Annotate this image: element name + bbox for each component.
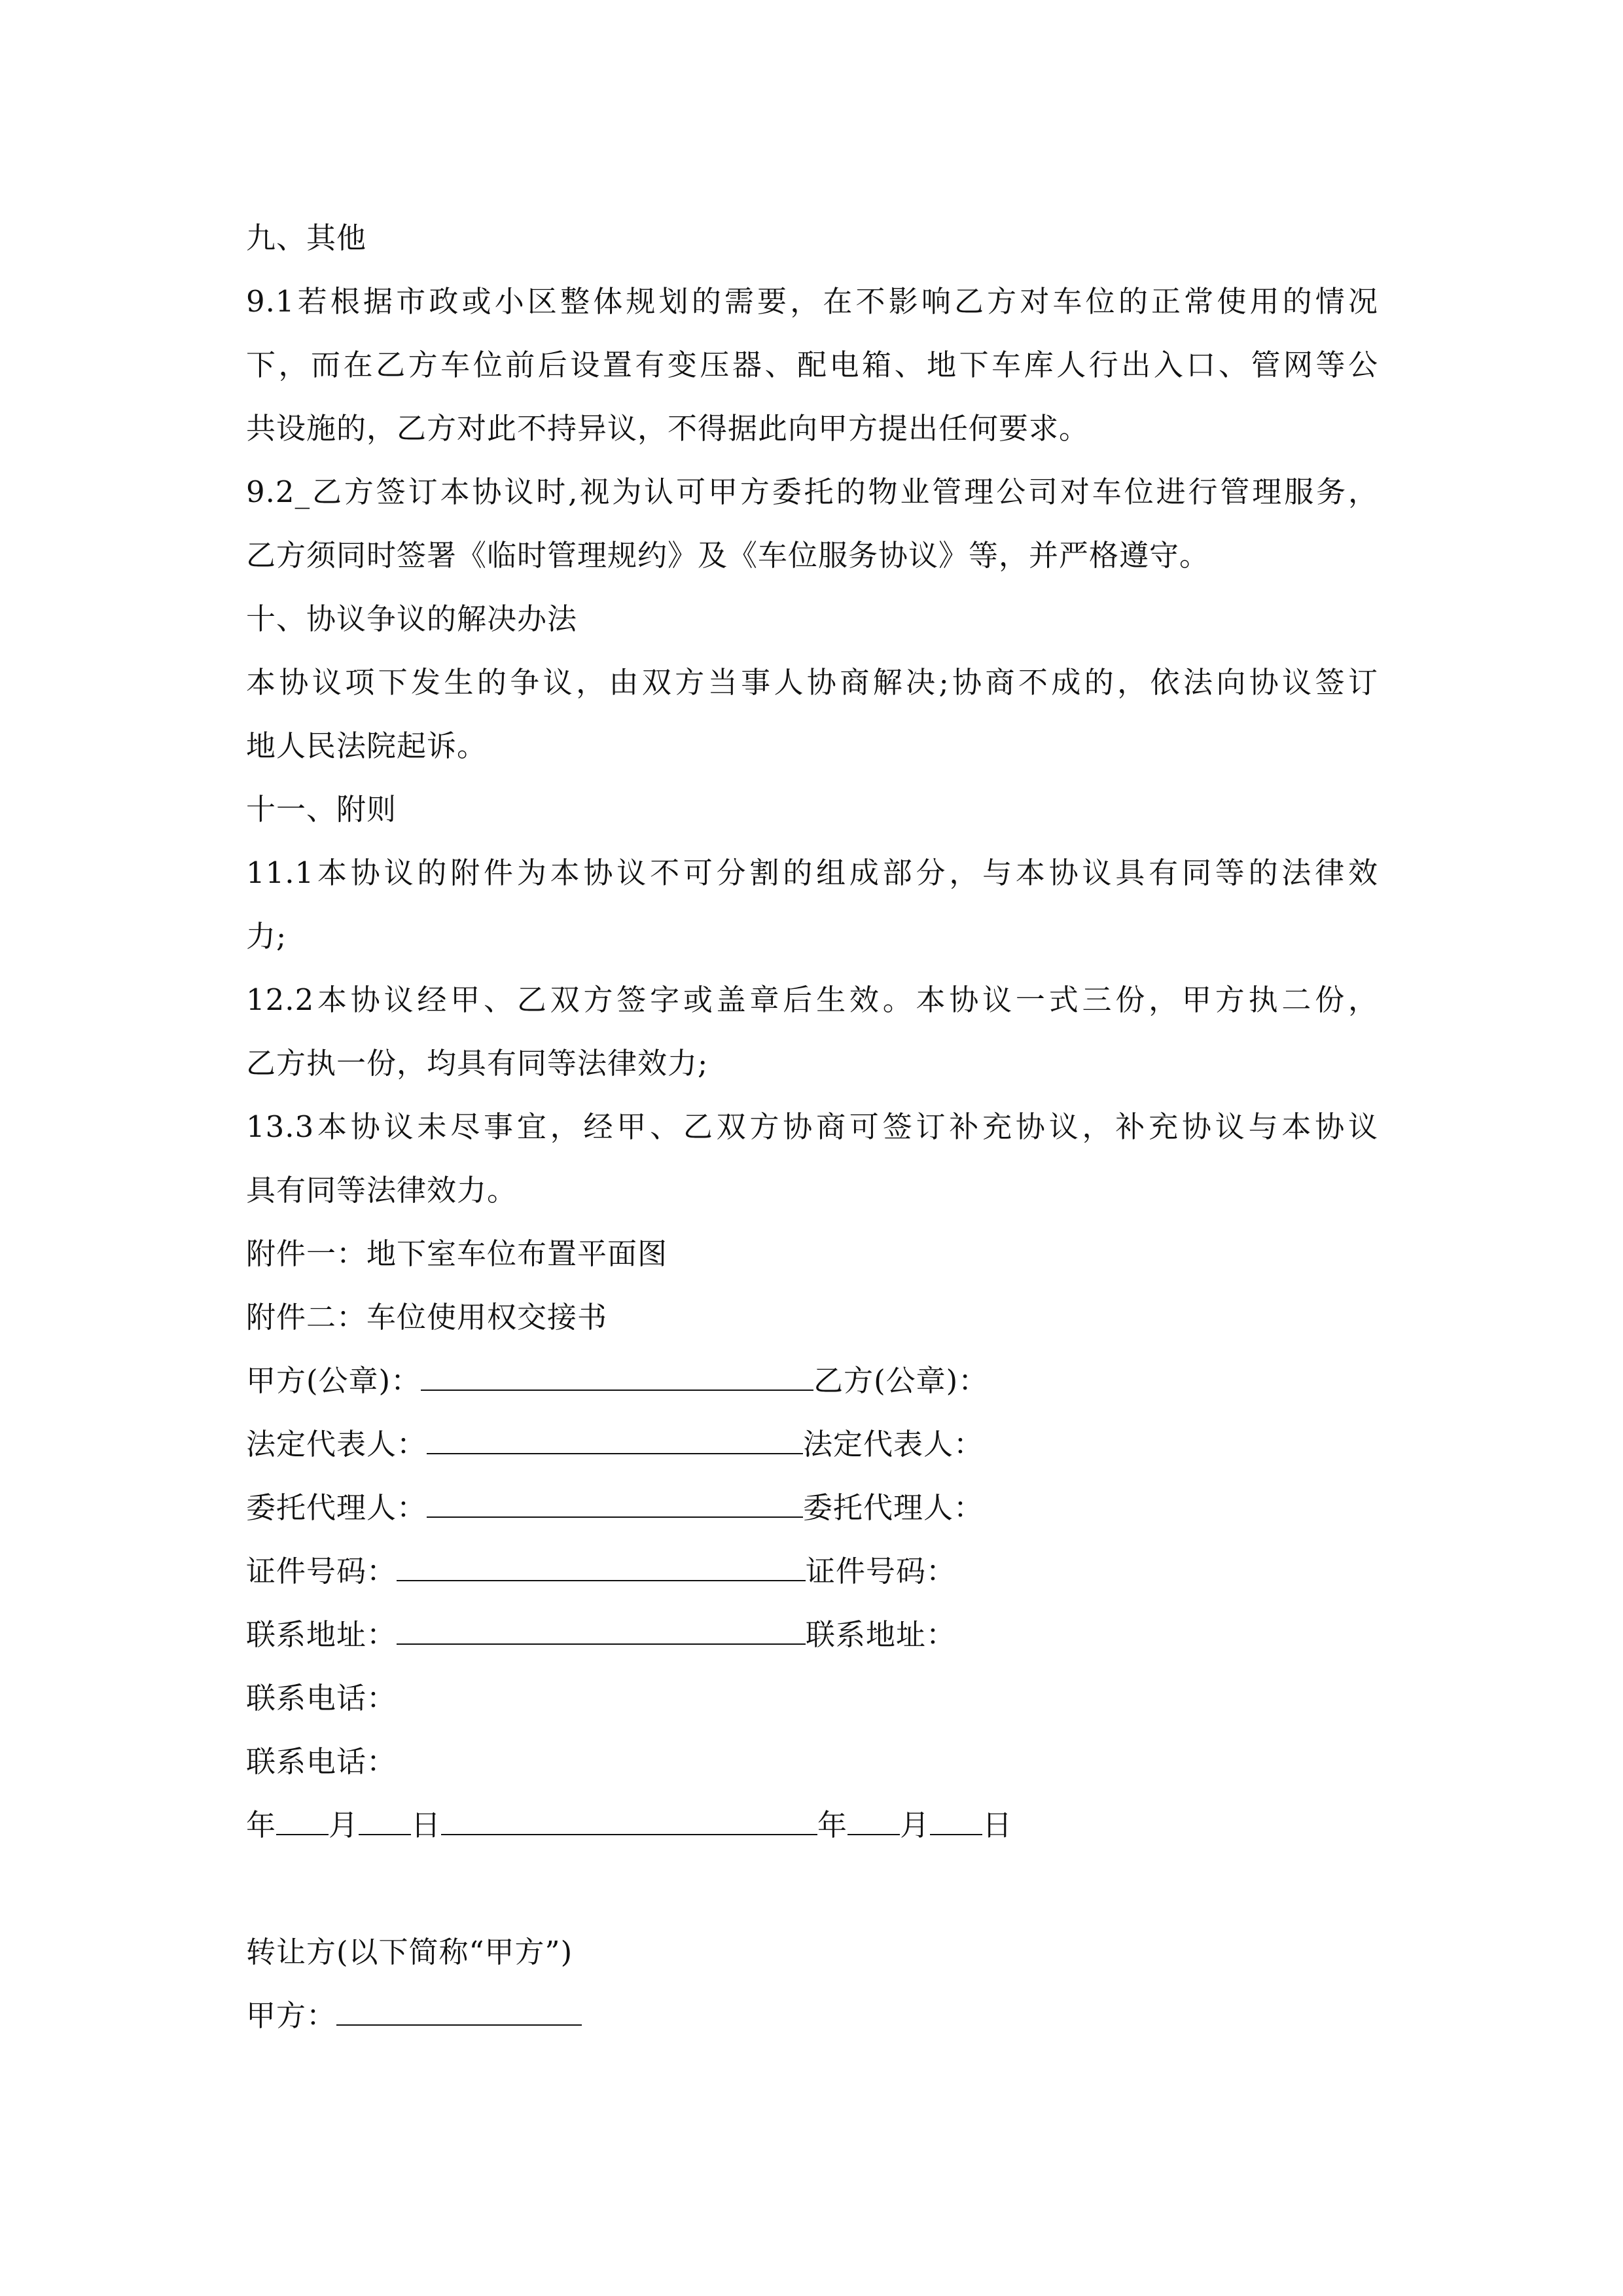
- section-9-2-line-1: 9.2_乙方签订本协议时,视为认可甲方委托的物业管理公司对车位进行管理服务，: [246, 475, 1378, 509]
- date-separator-blank: [441, 1809, 817, 1835]
- date-row: [246, 1793, 1378, 1857]
- id-a-label: 证件号码：: [246, 1554, 397, 1588]
- legal-rep-row: [246, 1412, 1378, 1476]
- section-13-3-line-1: 13.3本协议未尽事宜，经甲、乙双方协商可签订补充协议，补充协议与本协议: [246, 1109, 1378, 1144]
- date-a-year: 年: [246, 1808, 277, 1842]
- agent-a-blank: [427, 1492, 803, 1518]
- addr-b-label: 联系地址：: [806, 1617, 957, 1652]
- date-a-month: 月: [329, 1808, 359, 1842]
- section-11-1-line-2: 力;: [246, 919, 287, 954]
- section-12-2-line-2: 乙方执一份，均具有同等法律效力;: [246, 1046, 709, 1081]
- party-a-seal-label: 甲方(公章)：: [246, 1363, 421, 1398]
- section-9-1-line-2: 下，而在乙方车位前后设置有变压器、配电箱、地下车库人行出入口、管网等公: [246, 348, 1378, 382]
- date-b-year: 年: [817, 1808, 848, 1842]
- section-9-heading: 九、其他: [246, 221, 367, 255]
- section-9-1-line-3: 共设施的，乙方对此不持异议，不得据此向甲方提出任何要求。: [246, 411, 1090, 446]
- legal-rep-b-label: 法定代表人：: [803, 1427, 984, 1462]
- legal-rep-a-blank: [427, 1428, 803, 1454]
- attachment-1: 附件一：地下室车位布置平面图: [246, 1236, 668, 1271]
- agent-row: [246, 1476, 1378, 1539]
- agent-a-label: 委托代理人：: [246, 1490, 427, 1525]
- section-12-2-line-1: 12.2本协议经甲、乙双方签字或盖章后生效。本协议一式三份，甲方执二份，: [246, 982, 1378, 1017]
- section-9-1-line-1: 9.1若根据市政或小区整体规划的需要，在不影响乙方对车位的正常使用的情况: [246, 284, 1378, 319]
- section-9-2-line-2: 乙方须同时签署《临时管理规约》及《车位服务协议》等，并严格遵守。: [246, 538, 1210, 573]
- party-a-seal-blank: [421, 1365, 813, 1391]
- date-b-year-blank: [847, 1809, 900, 1835]
- phone-2: 联系电话：: [246, 1744, 397, 1779]
- spacer: [246, 1857, 1378, 1920]
- section-13-3-line-2: 具有同等法律效力。: [246, 1173, 518, 1208]
- addr-a-blank: [397, 1619, 806, 1645]
- party-a-blank: [336, 2000, 582, 2026]
- document-page: [246, 206, 1378, 2047]
- section-10-heading: 十、协议争议的解决办法: [246, 601, 578, 636]
- date-a-month-blank: [359, 1809, 411, 1835]
- id-row: [246, 1539, 1378, 1603]
- date-a-day: 日: [411, 1808, 442, 1842]
- date-b-month-blank: [930, 1809, 982, 1835]
- date-b-month: 月: [900, 1808, 931, 1842]
- address-row: [246, 1603, 1378, 1666]
- section-10-line-1: 本协议项下发生的争议，由双方当事人协商解决;协商不成的，依法向协议签订: [246, 665, 1378, 700]
- addr-a-label: 联系地址：: [246, 1617, 397, 1652]
- date-b-day: 日: [982, 1808, 1013, 1842]
- section-11-1-line-1: 11.1本协议的附件为本协议不可分割的组成部分，与本协议具有同等的法律效: [246, 855, 1378, 890]
- id-a-blank: [397, 1555, 806, 1581]
- agent-b-label: 委托代理人：: [803, 1490, 984, 1525]
- section-11-heading: 十一、附则: [246, 792, 397, 827]
- transferor-line: 转让方(以下简称“甲方”): [246, 1935, 573, 1969]
- attachment-2: 附件二：车位使用权交接书: [246, 1300, 608, 1335]
- id-b-label: 证件号码：: [806, 1554, 957, 1588]
- section-10-line-2: 地人民法院起诉。: [246, 728, 488, 763]
- phone-1: 联系电话：: [246, 1681, 397, 1715]
- party-a-label: 甲方：: [246, 1998, 337, 2033]
- party-b-seal-label: 乙方(公章)：: [813, 1363, 989, 1398]
- date-a-year-blank: [276, 1809, 329, 1835]
- seal-row: [246, 1349, 1378, 1412]
- party-a-row: [246, 1984, 1378, 2047]
- legal-rep-a-label: 法定代表人：: [246, 1427, 427, 1462]
